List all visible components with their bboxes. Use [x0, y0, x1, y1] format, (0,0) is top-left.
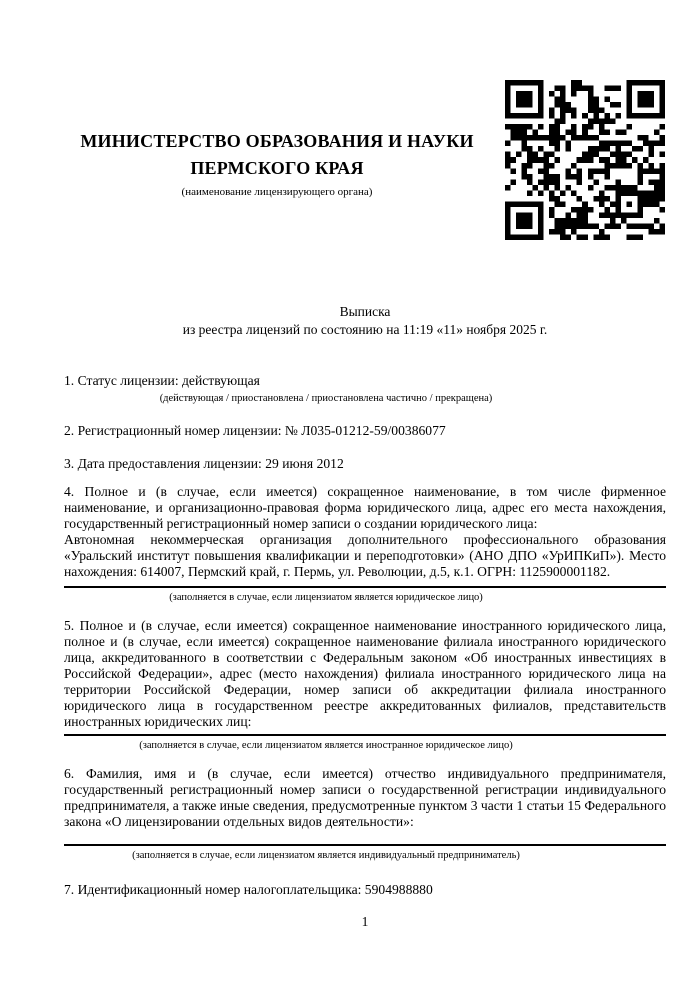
foreign-entity-fill-rule — [64, 734, 666, 736]
document-title: Выписка — [339, 304, 391, 319]
foreign-entity-caption: (заполняется в случае, если лицензиатом является иностранное юридическое лицо) — [139, 740, 513, 751]
legal-entity-answer: Автономная некоммерческая организация дополнительного профессионального образования «Уральский институт повышения квалификации и переподготовки» (АНО ДПО «УрИПКиП»). Место нахождения: 614007, Пермский край, г. Пермь, ул. Революции, д.5, к.1. ОГРН: 1125900001182. — [64, 532, 666, 579]
ministry-name-line1: МИНИСТЕРСТВО ОБРАЗОВАНИЯ И НАУКИ — [80, 131, 474, 151]
ministry-name-block — [64, 128, 490, 199]
ministry-caption: (наименование лицензирующего органа) — [181, 186, 373, 198]
ministry-name-line2: ПЕРМСКОГО КРАЯ — [190, 158, 364, 178]
entrepreneur-caption: (заполняется в случае, если лицензиатом является индивидуальный предприниматель) — [132, 850, 520, 861]
foreign-entity-question: 5. Полное и (в случае, если имеется) сокращенное наименование иностранного юридического лица, полное и (в случае, если имеется) сокращенное наименование филиала иностранного юридического лица, аккредитованного в соответствии с Федеральным законом «Об иностранных инвестициях в Российской Федерации», адрес (место нахождения) филиала иностранного юридического лица на территории Российской Федерации, номер записи об аккредитации филиала иностранного юридического лица в государственном реестре аккредитованных филиалов, представительств иностранных юридических лиц: — [64, 618, 666, 729]
document-body — [64, 303, 666, 930]
qr-code-icon — [505, 80, 665, 240]
document-subtitle: из реестра лицензий по состоянию на 11:19 «11» ноября 2025 г. — [182, 322, 548, 337]
license-status-line: 1. Статус лицензии: действующая — [64, 373, 260, 388]
legal-entity-caption: (заполняется в случае, если лицензиатом является юридическое лицо) — [169, 592, 483, 603]
entrepreneur-fill-rule — [64, 844, 666, 846]
registration-number-line: 2. Регистрационный номер лицензии: № Л035-01212-59/00386077 — [64, 423, 446, 438]
legal-entity-fill-rule — [64, 586, 666, 588]
taxpayer-id-line: 7. Идентификационный номер налогоплательщика: 5904988880 — [64, 882, 433, 897]
grant-date-line: 3. Дата предоставления лицензии: 29 июня 2012 — [64, 456, 344, 471]
legal-entity-question: 4. Полное и (в случае, если имеется) сокращенное наименование, в том числе фирменное наименование, и организационно-правовая форма юридического лица, адрес его места нахождения, государственный регистрационный номер записи о создании юридического лица: — [64, 484, 666, 531]
entrepreneur-question: 6. Фамилия, имя и (в случае, если имеется) отчество индивидуального предпринимателя, государственный регистрационный номер записи о государственной регистрации индивидуального предпринимателя, а также иные сведения, предусмотренные пунктом 3 части 1 статьи 15 Федерального закона «О лицензировании отдельных видов деятельности»: — [64, 766, 666, 829]
license-status-options-caption: (действующая / приостановлена / приостановлена частично / прекращена) — [159, 393, 493, 404]
page-number: 1 — [361, 914, 369, 929]
